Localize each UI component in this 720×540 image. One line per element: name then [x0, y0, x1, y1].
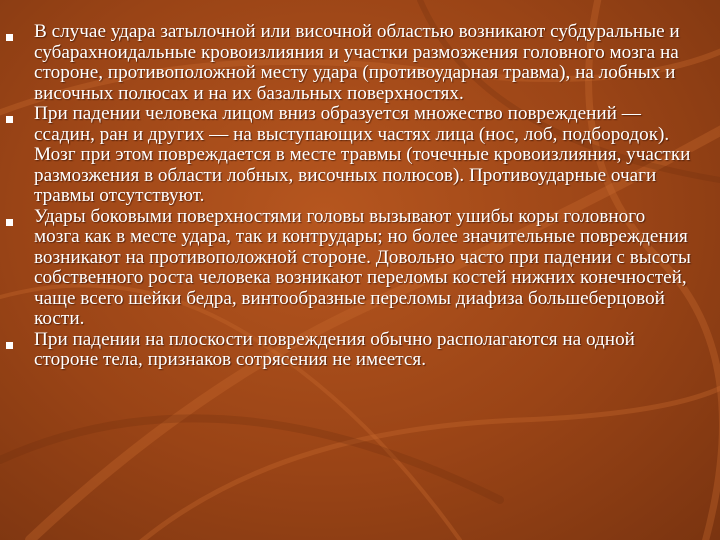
square-bullet-icon [6, 219, 13, 226]
bullet-list [0, 22, 720, 371]
bullet-item-1 [0, 22, 720, 104]
square-bullet-icon [6, 342, 13, 349]
square-bullet-icon [6, 34, 13, 41]
bullet-item-2 [0, 104, 720, 207]
bullet-item-3 [0, 207, 720, 330]
bullet-text-1: В случае удара затылочной или височной областью возникают субдуральные и субарахноидальные кровоизлияния и участки размозжения головного мозга на стороне, противоположной месту удара (противоударная травма), на лобных и височных полюсах и на их базальных поверхностях. [34, 21, 680, 104]
bullet-text-4: При падении на плоскости повреждения обычно располагаются на одной стороне тела, признаков сотрясения не имеется. [34, 328, 635, 370]
bullet-text-2: При падении человека лицом вниз образуется множество повреждений — ссадин, ран и других — на выступающих частях лица (нос, лоб, подбородок). Мозг при этом повреждается в месте травмы (точечные кровоизлияния, участки размозжения в области лобных, височных полюсов). Противоударные очаги травмы отсутствуют. [34, 103, 691, 206]
bullet-text-3: Удары боковыми поверхностями головы вызывают ушибы коры головного мозга как в месте удара, так и контрудары; но более значительные повреждения возникают на противоположной стороне. Довольно часто при падении с высоты собственного роста человека возникают переломы костей нижних конечностей, чаще всего шейки бедра, винтообразные переломы диафиза большеберцовой кости. [34, 205, 691, 329]
square-bullet-icon [6, 116, 13, 123]
bullet-item-4 [0, 330, 720, 371]
